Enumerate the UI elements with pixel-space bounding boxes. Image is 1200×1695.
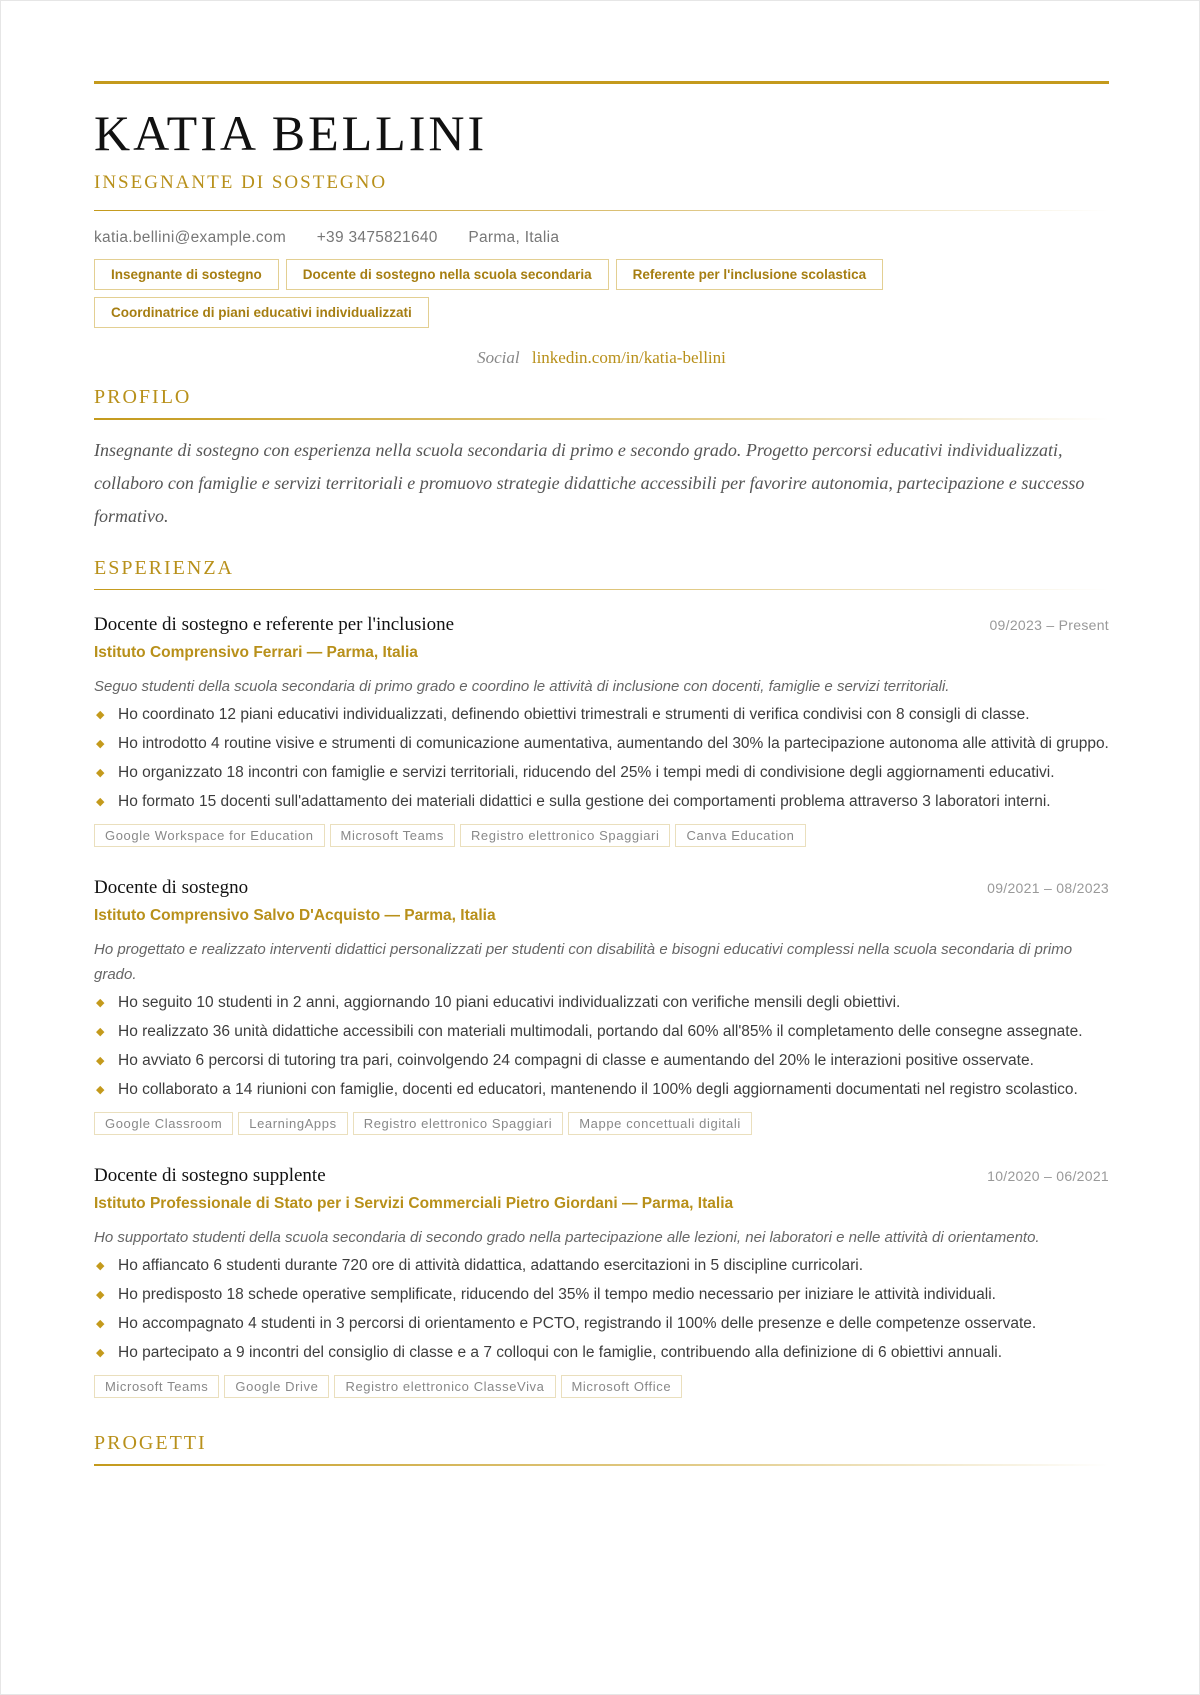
bullet-item: [94, 789, 1109, 815]
job-header: [94, 1165, 1109, 1187]
tool-tag: Google Workspace for Education: [94, 824, 325, 847]
tool-tag: LearningApps: [238, 1112, 347, 1135]
tool-tag: Microsoft Office: [561, 1375, 683, 1398]
diamond-bullet-icon: ◆: [96, 1055, 105, 1067]
job-bullets: [94, 702, 1109, 815]
diamond-bullet-icon: ◆: [96, 997, 105, 1009]
tool-tag: Registro elettronico Spaggiari: [353, 1112, 564, 1135]
job-bullets: [94, 990, 1109, 1103]
headline-tag: Insegnante di sostegno: [94, 259, 279, 290]
diamond-bullet-icon: ◆: [96, 1260, 105, 1272]
contact-location: Parma, Italia: [468, 229, 560, 246]
bullet-text: Ho predisposto 18 schede operative semplificate, riducendo del 35% il tempo medio necessario per iniziare le attività individuali.: [118, 1286, 996, 1303]
bullet-item: [94, 1048, 1109, 1074]
diamond-bullet-icon: ◆: [96, 1318, 105, 1330]
diamond-bullet-icon: ◆: [96, 709, 105, 721]
bullet-item: [94, 1077, 1109, 1103]
bullet-item: [94, 731, 1109, 757]
job-summary: Ho supportato studenti della scuola secondaria di secondo grado nella partecipazione alle lezioni, nei laboratori e nelle attività di orientamento.: [94, 1229, 1040, 1246]
section-title-experience: ESPERIENZA: [94, 556, 234, 579]
top-accent-rule: [94, 81, 1109, 84]
bullet-text: Ho coordinato 12 piani educativi individualizzati, definendo obiettivi trimestrali e strumenti di verifica condivisi con 8 consigli di classe.: [118, 706, 1030, 723]
bullet-item: [94, 1019, 1109, 1045]
bullet-text: Ho partecipato a 9 incontri del consiglio di classe e a 7 colloqui con le famiglie, contribuendo alla definizione di 6 obiettivi annuali.: [118, 1344, 1003, 1361]
job-title: Docente di sostegno: [94, 877, 249, 898]
section-divider: [94, 1464, 1109, 1466]
header-divider: [94, 210, 1109, 211]
profile-section: [94, 386, 1109, 533]
tool-tag: Google Drive: [224, 1375, 329, 1398]
tool-tag: Canva Education: [675, 824, 805, 847]
job-tools: [94, 1375, 1109, 1398]
tool-tag: Google Classroom: [94, 1112, 233, 1135]
section-title-projects: PROGETTI: [94, 1432, 207, 1454]
bullet-text: Ho avviato 6 percorsi di tutoring tra pari, coinvolgendo 24 compagni di classe e aumentando del 20% le interazioni positive osservate.: [118, 1052, 1034, 1069]
social-link[interactable]: linkedin.com/in/katia-bellini: [531, 348, 726, 367]
contact-line: [94, 229, 1109, 247]
experience-section: [94, 557, 1109, 1399]
bullet-item: [94, 1282, 1109, 1308]
contact-email[interactable]: katia.bellini@example.com: [94, 229, 287, 246]
job-date: 10/2020 – 06/2021: [987, 1168, 1109, 1184]
diamond-bullet-icon: ◆: [96, 1084, 105, 1096]
bullet-text: Ho introdotto 4 routine visive e strumenti di comunicazione aumentativa, aumentando del 30% la partecipazione autonoma alle attività di gruppo.: [118, 735, 1109, 752]
bullet-item: [94, 990, 1109, 1016]
tool-tag: Microsoft Teams: [330, 824, 455, 847]
section-divider: [94, 589, 1109, 591]
bullet-text: Ho collaborato a 14 riunioni con famiglie, docenti ed educatori, mantenendo il 100% degli aggiornamenti documentati nel registro scolastico.: [118, 1081, 1078, 1098]
job-entry: [94, 614, 1109, 847]
headline-tag: Docente di sostegno nella scuola secondaria: [286, 259, 609, 290]
contact-phone[interactable]: +39 3475821640: [316, 229, 438, 246]
diamond-bullet-icon: ◆: [96, 796, 105, 808]
social-line: [94, 348, 1109, 368]
social-label: Social: [477, 348, 520, 367]
diamond-bullet-icon: ◆: [96, 738, 105, 750]
job-tools: [94, 824, 1109, 847]
job-header: [94, 614, 1109, 636]
bullet-item: [94, 1311, 1109, 1337]
bullet-item: [94, 760, 1109, 786]
job-summary: Seguo studenti della scuola secondaria di primo grado e coordino le attività di inclusione con docenti, famiglie e servizi territoriali.: [94, 678, 950, 695]
bullet-text: Ho organizzato 18 incontri con famiglie e servizi territoriali, riducendo del 25% i tempi medi di condivisione degli aggiornamenti educativi.: [118, 764, 1055, 781]
candidate-role: INSEGNANTE DI SOSTEGNO: [94, 172, 388, 193]
diamond-bullet-icon: ◆: [96, 1289, 105, 1301]
headline-tags: [94, 259, 994, 328]
job-summary: Ho progettato e realizzato interventi didattici personalizzati per studenti con disabilità e bisogni educativi complessi nella scuola secondaria di primo grado.: [94, 941, 1073, 983]
job-title: Docente di sostegno supplente: [94, 1165, 326, 1186]
job-company: Istituto Comprensivo Salvo D'Acquisto — Parma, Italia: [94, 907, 496, 924]
headline-tag: Referente per l'inclusione scolastica: [616, 259, 884, 290]
tool-tag: Registro elettronico Spaggiari: [460, 824, 671, 847]
job-company: Istituto Professionale di Stato per i Servizi Commerciali Pietro Giordani — Parma, Italia: [94, 1195, 734, 1212]
candidate-name: KATIA BELLINI: [94, 105, 488, 161]
job-header: [94, 877, 1109, 899]
diamond-bullet-icon: ◆: [96, 767, 105, 779]
bullet-text: Ho accompagnato 4 studenti in 3 percorsi di orientamento e PCTO, registrando il 100% delle presenze e delle competenze osservate.: [118, 1315, 1037, 1332]
profile-text: Insegnante di sostegno con esperienza nella scuola secondaria di primo e secondo grado. Progetto percorsi educativi individualizzati, collaboro con famiglie e servizi territoriali e promuovo strategie didattiche accessibili per favorire autonomia, partecipazione e successo formativo.: [94, 439, 1085, 526]
job-title: Docente di sostegno e referente per l'inclusione: [94, 614, 455, 635]
bullet-text: Ho realizzato 36 unità didattiche accessibili con materiali multimodali, portando dal 60% all'85% il completamento delle consegne assegnate.: [118, 1023, 1083, 1040]
bullet-item: [94, 1253, 1109, 1279]
section-title-profile: PROFILO: [94, 386, 192, 408]
job-date: 09/2023 – Present: [989, 617, 1109, 633]
job-bullets: [94, 1253, 1109, 1366]
bullet-item: [94, 1340, 1109, 1366]
resume-content: [94, 81, 1109, 1466]
bullet-text: Ho formato 15 docenti sull'adattamento dei materiali didattici e sulla gestione dei comportamenti problema attraverso 3 laboratori interni.: [118, 793, 1051, 810]
tool-tag: Mappe concettuali digitali: [568, 1112, 752, 1135]
diamond-bullet-icon: ◆: [96, 1347, 105, 1359]
job-entry: [94, 877, 1109, 1135]
tool-tag: Microsoft Teams: [94, 1375, 219, 1398]
bullet-text: Ho seguito 10 studenti in 2 anni, aggiornando 10 piani educativi individualizzati con verifiche mensili degli obiettivi.: [118, 994, 901, 1011]
job-date: 09/2021 – 08/2023: [987, 880, 1109, 896]
job-entry: [94, 1165, 1109, 1398]
projects-section: [94, 1432, 1109, 1466]
diamond-bullet-icon: ◆: [96, 1026, 105, 1038]
job-company: Istituto Comprensivo Ferrari — Parma, Italia: [94, 644, 418, 661]
bullet-text: Ho affiancato 6 studenti durante 720 ore di attività didattica, adattando esercitazioni in 5 discipline curricolari.: [118, 1257, 864, 1274]
tool-tag: Registro elettronico ClasseViva: [334, 1375, 555, 1398]
section-divider: [94, 418, 1109, 420]
job-tools: [94, 1112, 1109, 1135]
bullet-item: [94, 702, 1109, 728]
headline-tag: Coordinatrice di piani educativi individualizzati: [94, 297, 429, 328]
